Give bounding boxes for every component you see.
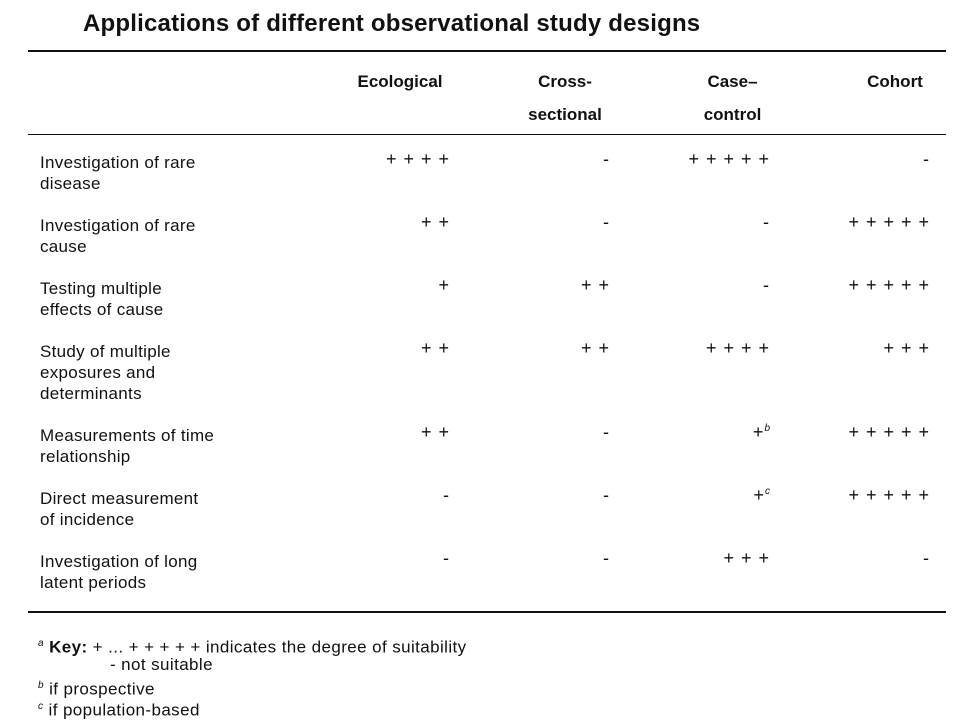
footnote-not-suitable: - not suitable bbox=[110, 655, 213, 674]
suitability-value: - bbox=[923, 149, 930, 169]
footnote-c-text: if population-based bbox=[48, 700, 200, 720]
table-cell bbox=[290, 275, 450, 296]
table-cell bbox=[770, 149, 930, 170]
suitability-value: + + + bbox=[883, 338, 930, 358]
key-text: + ... + + + + + indicates the degree of suitability bbox=[92, 637, 467, 657]
key-label: Key: bbox=[49, 637, 88, 657]
table-cell bbox=[610, 338, 770, 359]
suitability-value: + + + + + bbox=[848, 485, 930, 505]
table-cell bbox=[450, 485, 610, 506]
suitability-value: + + bbox=[580, 338, 610, 358]
suitability-value: - bbox=[763, 212, 770, 232]
table-cell bbox=[610, 548, 770, 569]
table-cell bbox=[290, 548, 450, 569]
suitability-value: + bbox=[752, 422, 765, 442]
footnote-marker: a bbox=[38, 638, 44, 649]
table-cell bbox=[610, 485, 770, 506]
footnote-marker: c bbox=[765, 486, 770, 497]
column-header-line1: Cross- bbox=[538, 72, 592, 91]
table-cell bbox=[450, 422, 610, 443]
column-header-line1: Cohort bbox=[867, 72, 923, 91]
column-header-line2: control bbox=[703, 105, 762, 124]
column-header-case-control bbox=[665, 65, 800, 131]
column-header-ecological bbox=[330, 65, 470, 98]
footnote-key bbox=[38, 633, 467, 658]
footnote-marker: c bbox=[38, 701, 44, 712]
suitability-value: - bbox=[603, 485, 610, 505]
suitability-value: + + bbox=[420, 338, 450, 358]
table-cell bbox=[770, 275, 930, 296]
column-header-cross-sectional bbox=[500, 65, 630, 131]
suitability-value: + bbox=[438, 275, 450, 295]
suitability-value: - bbox=[603, 422, 610, 442]
table-cell bbox=[290, 422, 450, 443]
suitability-value: - bbox=[763, 275, 770, 295]
table-cell bbox=[770, 422, 930, 443]
suitability-value: - bbox=[603, 212, 610, 232]
suitability-value: + + bbox=[580, 275, 610, 295]
suitability-value: + + + + + bbox=[848, 212, 930, 232]
suitability-value: + bbox=[753, 485, 765, 505]
table-cell bbox=[450, 275, 610, 296]
suitability-value: + + + + bbox=[385, 149, 450, 169]
column-header-line1: Case– bbox=[707, 72, 758, 91]
suitability-value: + + bbox=[420, 212, 450, 232]
row-label: Direct measurement of incidence bbox=[40, 489, 199, 529]
table-cell bbox=[290, 212, 450, 233]
row-label: Study of multiple exposures and determinants bbox=[40, 342, 171, 403]
suitability-value: + + bbox=[420, 422, 450, 442]
column-header-cohort bbox=[835, 65, 955, 98]
table-cell bbox=[290, 149, 450, 170]
row-label: Testing multiple effects of cause bbox=[40, 279, 164, 319]
suitability-value: + + + + bbox=[705, 338, 770, 358]
suitability-value: - bbox=[603, 548, 610, 568]
table-cell bbox=[610, 149, 770, 170]
table-cell bbox=[770, 338, 930, 359]
row-label: Investigation of rare disease bbox=[40, 153, 196, 193]
suitability-value: + + + + + bbox=[848, 275, 930, 295]
table-cell bbox=[290, 338, 450, 359]
suitability-value: - bbox=[923, 548, 930, 568]
table-cell bbox=[610, 212, 770, 233]
footnote-marker: b bbox=[38, 680, 44, 691]
row-label: Investigation of rare cause bbox=[40, 216, 196, 256]
page-title: Applications of different observational study designs bbox=[83, 10, 701, 37]
row-label: Measurements of time relationship bbox=[40, 426, 215, 466]
suitability-value: - bbox=[443, 548, 450, 568]
table-cell bbox=[770, 548, 930, 569]
footnote-marker: b bbox=[764, 423, 770, 434]
table-cell bbox=[610, 275, 770, 296]
column-header-line1: Ecological bbox=[357, 72, 443, 91]
suitability-value: + + + bbox=[723, 548, 770, 568]
table-cell bbox=[770, 485, 930, 506]
footnote-b-text: if prospective bbox=[49, 679, 155, 699]
table-cell bbox=[770, 212, 930, 233]
top-rule bbox=[28, 50, 946, 52]
header-rule bbox=[28, 134, 946, 135]
table-cell bbox=[450, 149, 610, 170]
row-label: Investigation of long latent periods bbox=[40, 552, 198, 592]
table-cell bbox=[450, 212, 610, 233]
table-cell bbox=[450, 548, 610, 569]
table-cell bbox=[450, 338, 610, 359]
suitability-value: - bbox=[443, 485, 450, 505]
suitability-value: + + + + + bbox=[688, 149, 770, 169]
table-cell bbox=[610, 422, 770, 443]
footnote-c bbox=[38, 696, 200, 721]
table-cell bbox=[290, 485, 450, 506]
bottom-rule bbox=[28, 611, 946, 613]
column-header-line2: sectional bbox=[528, 105, 602, 124]
suitability-value: - bbox=[603, 149, 610, 169]
suitability-value: + + + + + bbox=[848, 422, 930, 442]
